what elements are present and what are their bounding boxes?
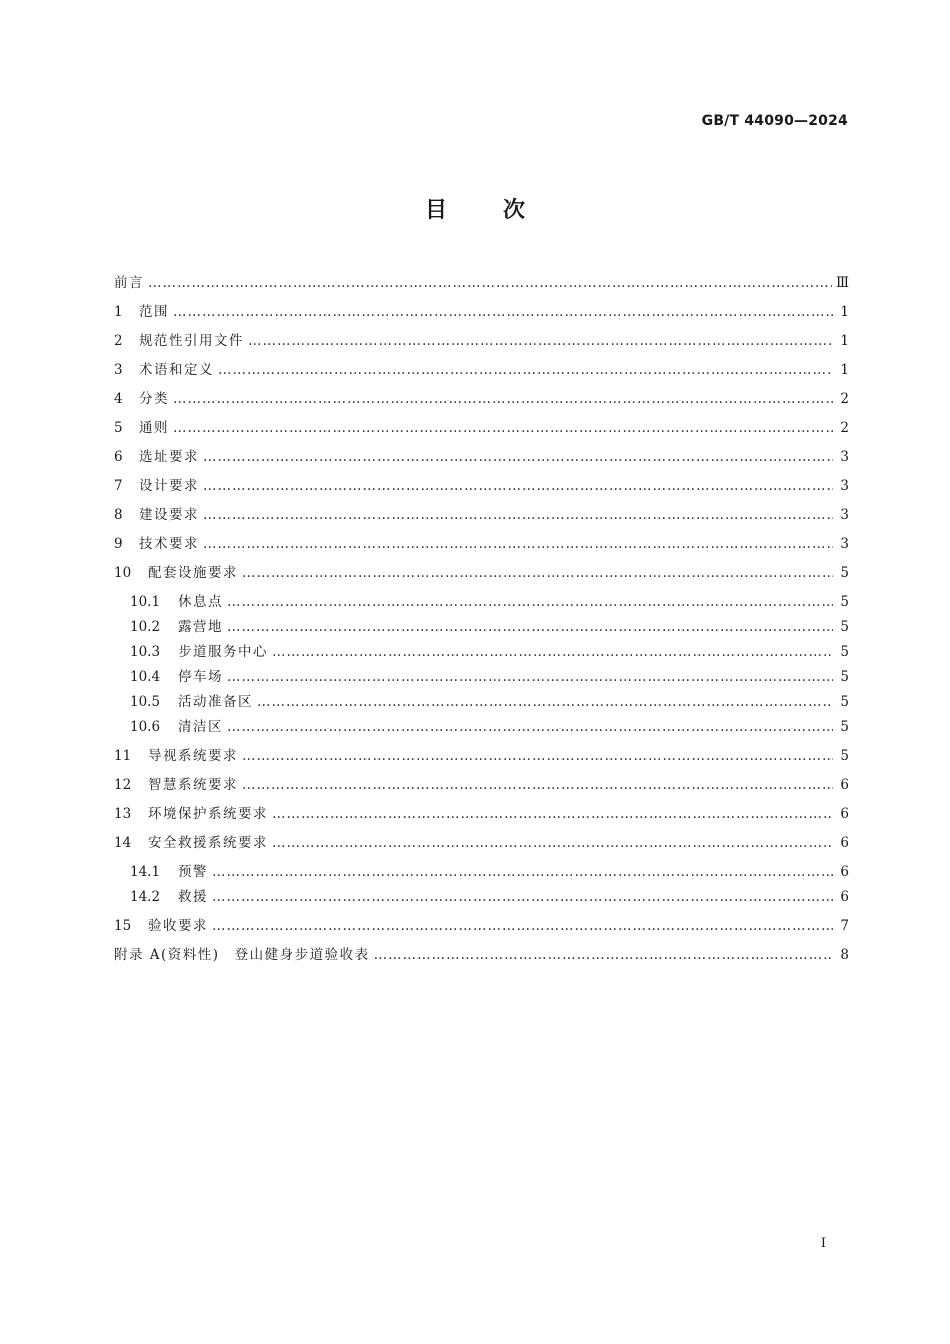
- toc-entry-number: 1: [114, 304, 123, 320]
- toc-entry-page: 2: [840, 391, 849, 407]
- toc-entry-page: 6: [840, 889, 849, 905]
- toc-entry[interactable]: [114, 300, 849, 329]
- toc-entry[interactable]: [114, 690, 849, 715]
- toc-entry-label: 附录 A(资料性) 登山健身步道验收表: [114, 947, 370, 963]
- toc-leader-dots: [227, 669, 833, 685]
- toc-entry-number: 9: [114, 536, 123, 552]
- toc-entry[interactable]: [114, 640, 849, 665]
- footer-page-number: I: [820, 1236, 826, 1251]
- toc-entry[interactable]: [114, 615, 849, 640]
- toc-entry[interactable]: [114, 831, 849, 860]
- toc-entry-number: 14: [114, 835, 132, 851]
- toc-entry-number: 5: [114, 420, 123, 436]
- toc-entry-label: 规范性引用文件: [139, 333, 244, 349]
- toc-entry-label: 停车场: [178, 669, 223, 685]
- toc-entry-number: 3: [114, 362, 123, 378]
- toc-entry-number: 7: [114, 478, 123, 494]
- toc-entry[interactable]: [114, 715, 849, 740]
- toc-leader-dots: [148, 275, 832, 291]
- toc-entry[interactable]: [114, 885, 849, 910]
- toc-leader-dots: [173, 420, 833, 436]
- toc-leader-dots: [203, 478, 833, 494]
- toc-leader-dots: [212, 918, 833, 934]
- toc-entry-label: 清洁区: [178, 719, 223, 735]
- toc-entry-number: 11: [114, 748, 132, 764]
- toc-entry-page: 5: [840, 719, 849, 735]
- table-of-contents: [114, 271, 849, 972]
- toc-entry-label: 环境保护系统要求: [148, 806, 268, 822]
- toc-leader-dots: [212, 864, 833, 880]
- toc-entry-label: 选址要求: [139, 449, 199, 465]
- toc-entry-page: 3: [840, 507, 849, 523]
- toc-entry[interactable]: [114, 503, 849, 532]
- toc-entry[interactable]: [114, 445, 849, 474]
- toc-entry-page: Ⅲ: [835, 275, 849, 291]
- toc-entry[interactable]: [114, 474, 849, 503]
- toc-entry-label: 安全救援系统要求: [148, 835, 268, 851]
- toc-entry-page: 6: [840, 864, 849, 880]
- toc-entry[interactable]: [114, 773, 849, 802]
- toc-leader-dots: [173, 304, 833, 320]
- toc-entry-number: 10: [114, 565, 132, 581]
- toc-entry-page: 5: [840, 619, 849, 635]
- toc-entry-label: 智慧系统要求: [148, 777, 238, 793]
- toc-entry-label: 前言: [114, 275, 144, 291]
- toc-entry-page: 6: [840, 835, 849, 851]
- toc-entry-page: 5: [840, 594, 849, 610]
- toc-entry-number: 10.5: [130, 694, 161, 710]
- toc-leader-dots: [242, 748, 833, 764]
- toc-entry[interactable]: [114, 860, 849, 885]
- toc-leader-dots: [227, 719, 833, 735]
- toc-entry-label: 步道服务中心: [178, 644, 268, 660]
- toc-leader-dots: [272, 806, 833, 822]
- toc-leader-dots: [212, 889, 833, 905]
- toc-entry-label: 验收要求: [148, 918, 208, 934]
- toc-entry-label: 建设要求: [139, 507, 199, 523]
- toc-entry[interactable]: [114, 532, 849, 561]
- toc-entry-number: 12: [114, 777, 132, 793]
- toc-leader-dots: [227, 619, 833, 635]
- toc-entry[interactable]: [114, 665, 849, 690]
- toc-entry-label: 预警: [178, 864, 208, 880]
- toc-entry-page: 2: [840, 420, 849, 436]
- toc-leader-dots: [173, 391, 833, 407]
- toc-entry-number: 14.2: [130, 889, 161, 905]
- toc-entry-page: 6: [840, 806, 849, 822]
- toc-entry-page: 5: [840, 694, 849, 710]
- toc-entry[interactable]: [114, 914, 849, 943]
- standard-code: GB/T 44090—2024: [701, 113, 848, 129]
- toc-entry-label: 范围: [139, 304, 169, 320]
- toc-leader-dots: [242, 565, 833, 581]
- toc-leader-dots: [203, 449, 833, 465]
- toc-leader-dots: [242, 777, 833, 793]
- toc-entry[interactable]: [114, 329, 849, 358]
- toc-leader-dots: [218, 362, 833, 378]
- toc-entry-page: 1: [840, 304, 849, 320]
- toc-entry-label: 活动准备区: [178, 694, 253, 710]
- page-title: 目次: [424, 198, 581, 223]
- toc-entry-number: 10.4: [130, 669, 161, 685]
- toc-entry-number: 10.2: [130, 619, 161, 635]
- toc-leader-dots: [203, 507, 833, 523]
- toc-entry-number: 10.1: [130, 594, 161, 610]
- toc-entry-number: 6: [114, 449, 123, 465]
- toc-entry-label: 露营地: [178, 619, 223, 635]
- toc-entry[interactable]: [114, 358, 849, 387]
- toc-entry-page: 5: [840, 565, 849, 581]
- toc-entry-page: 7: [840, 918, 849, 934]
- toc-entry-label: 配套设施要求: [148, 565, 238, 581]
- toc-leader-dots: [248, 333, 833, 349]
- toc-entry[interactable]: [114, 943, 849, 972]
- toc-entry[interactable]: [114, 590, 849, 615]
- toc-entry-label: 通则: [139, 420, 169, 436]
- toc-entry-number: 10.3: [130, 644, 161, 660]
- toc-entry-page: 3: [840, 449, 849, 465]
- toc-entry-page: 5: [840, 644, 849, 660]
- toc-entry[interactable]: [114, 271, 849, 300]
- toc-entry-label: 导视系统要求: [148, 748, 238, 764]
- toc-entry-number: 15: [114, 918, 132, 934]
- toc-entry[interactable]: [114, 561, 849, 590]
- toc-entry-label: 救援: [178, 889, 208, 905]
- toc-entry[interactable]: [114, 744, 849, 773]
- toc-entry-number: 8: [114, 507, 123, 523]
- toc-entry-label: 休息点: [178, 594, 223, 610]
- toc-entry-page: 5: [840, 748, 849, 764]
- toc-leader-dots: [227, 594, 833, 610]
- toc-entry-label: 术语和定义: [139, 362, 214, 378]
- toc-entry-label: 分类: [139, 391, 169, 407]
- toc-entry-page: 8: [840, 947, 849, 963]
- toc-entry[interactable]: [114, 802, 849, 831]
- toc-entry-number: 4: [114, 391, 123, 407]
- toc-entry[interactable]: [114, 416, 849, 445]
- toc-entry-label: 技术要求: [139, 536, 199, 552]
- toc-leader-dots: [272, 835, 833, 851]
- toc-leader-dots: [257, 694, 833, 710]
- toc-entry-number: 2: [114, 333, 123, 349]
- toc-entry-page: 1: [840, 362, 849, 378]
- toc-leader-dots: [374, 947, 833, 963]
- toc-entry-page: 3: [840, 536, 849, 552]
- toc-entry-page: 5: [840, 669, 849, 685]
- toc-entry-number: 14.1: [130, 864, 161, 880]
- toc-entry-number: 13: [114, 806, 132, 822]
- toc-entry-page: 1: [840, 333, 849, 349]
- toc-entry-label: 设计要求: [139, 478, 199, 494]
- toc-entry-page: 3: [840, 478, 849, 494]
- toc-leader-dots: [203, 536, 833, 552]
- toc-leader-dots: [272, 644, 833, 660]
- toc-entry[interactable]: [114, 387, 849, 416]
- toc-entry-number: 10.6: [130, 719, 161, 735]
- toc-entry-page: 6: [840, 777, 849, 793]
